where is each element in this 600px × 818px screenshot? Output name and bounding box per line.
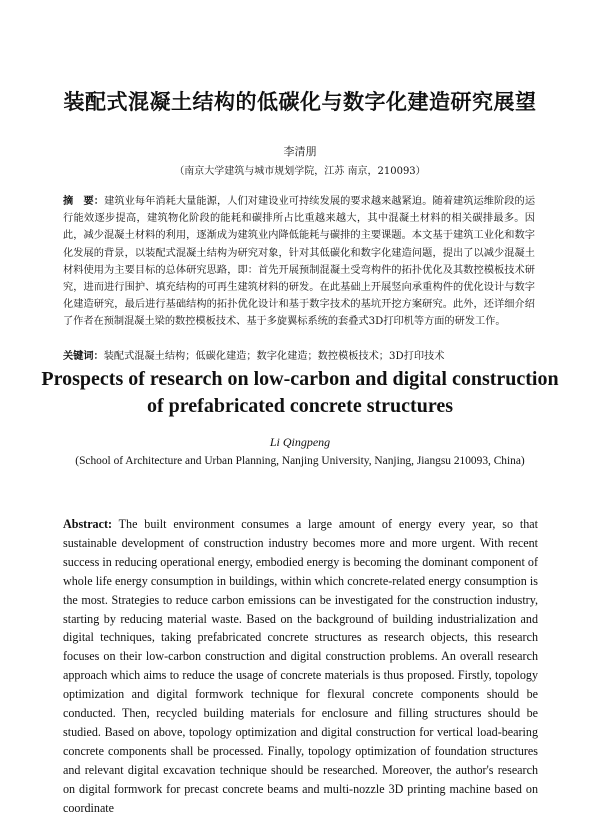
chinese-abstract-label: 摘 要： [63,196,105,207]
chinese-title: 装配式混凝土结构的低碳化与数字化建造研究展望 [63,90,537,114]
chinese-keywords [63,348,535,365]
english-abstract-text: The built environment consumes a large amount of energy every year, so that sustainable development of construction industry becomes more and more urgent. With recent success in reducing operational energy, embodied energy is becoming the dominant component of whole life energy consumption in buildings, within which concrete-related energy consumption is the most. Strategies to reduce carbon emissions can be investigated for the construction industry, starting by reducing material waste. Based on the background of building industrialization and digital techniques, taking prefabricated concrete structures as research objects, this research focuses on their low-carbon construction and digital construction problems. An overall research approach which aims to reduce the usage of concrete materials is thus proposed. Firstly, topology optimization and digital formwork technique for flexural concrete components should be conducted. Then, recycled building materials for enclosure and filling structures should be studied. Based on above, topology optimization and digital construction for vertical load-bearing concrete components shall be processed. Finally, topology optimization of foundation structures and relevant digital excavation technique should be researched. Moreover, the author's research on digital formwork for precast concrete beams and multi-nozzle 3D printing machine based on coordinate [63,517,538,815]
english-title [0,366,600,420]
english-abstract [63,515,538,818]
english-title-line-1: Prospects of research on low-carbon and digital construction [41,368,559,390]
chinese-affiliation: （南京大学建筑与城市规划学院，江苏 南京，210093） [174,166,426,177]
english-affiliation: (School of Architecture and Urban Planning, Nanjing University, Nanjing, Jiangsu 210093, China) [75,455,525,467]
chinese-author: 李清朋 [283,145,317,158]
chinese-keywords-label: 关键词： [63,351,104,362]
english-title-line-2: of prefabricated concrete structures [146,395,453,417]
english-author: Li Qingpeng [269,435,331,449]
chinese-abstract [63,193,535,331]
chinese-abstract-text: 建筑业每年消耗大量能源，人们对建设业可持续发展的要求越来越紧迫。随着建筑运维阶段的运行能效逐步提高，建筑物化阶段的能耗和碳排所占比重越来越大，其中混凝土材料的相关碳排最多。因此，减少混凝土材料的利用，逐渐成为建筑业内降低能耗与碳排的主要课题。本文基于建筑工业化和数字化发展的背景，以装配式混凝土结构为研究对象，针对其低碳化和数字化建造问题，提出了以减少混凝土材料使用为主要目标的总体研究思路，即：首先开展预制混凝土受弯构件的拓扑优化及其数控模板技术研究，进而进行围护、填充结构的可再生建筑材料的研发。在此基础上开展竖向承重构件的优化设计与数字化建造研究，最后进行基础结构的拓扑优化设计和基于数字技术的基坑开挖方案研究。此外，还详细介绍了作者在预制混凝土梁的数控模板技术、基于多旋翼标系统的套叠式3D打印机等方面的研发工作。 [63,196,536,328]
english-abstract-label: Abstract: [63,517,113,531]
chinese-keywords-text: 装配式混凝土结构；低碳化建造；数字化建造；数控模板技术；3D打印技术 [103,351,445,362]
